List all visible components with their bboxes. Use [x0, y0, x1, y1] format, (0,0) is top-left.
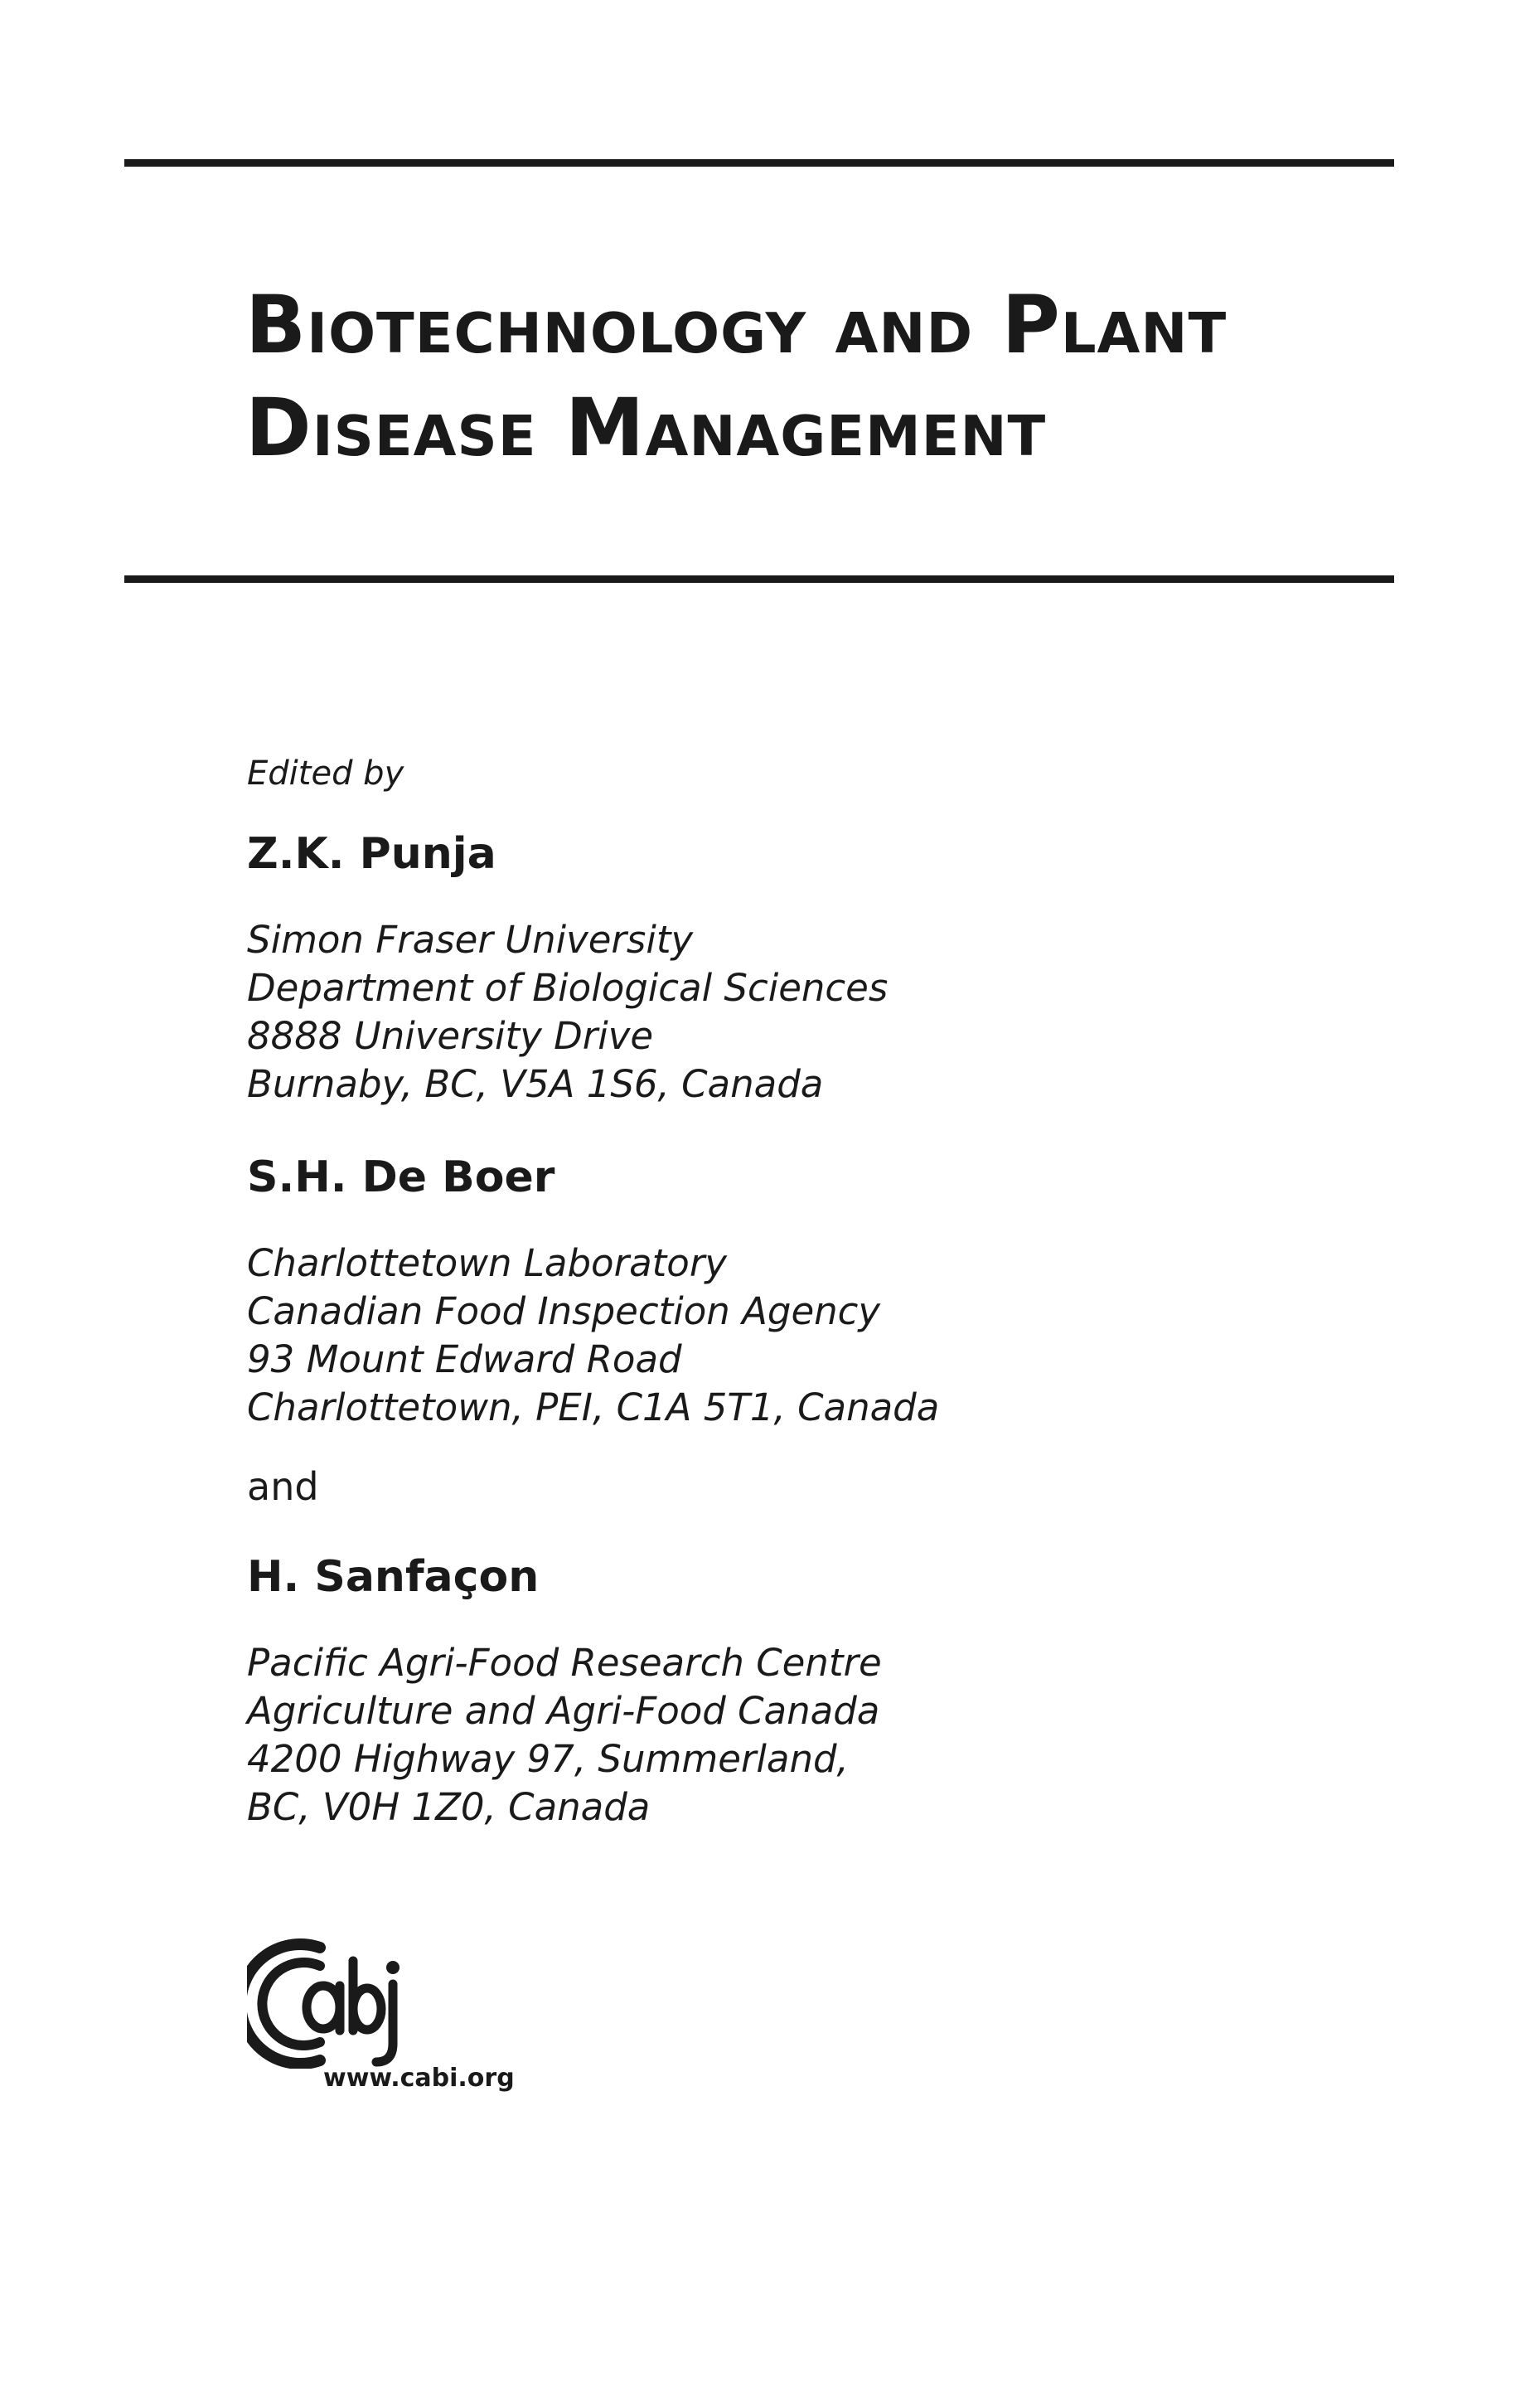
editor-name: Z.K. Punja [247, 829, 496, 879]
affiliation-line: Charlottetown, PEI, C1A 5T1, Canada [247, 1385, 940, 1429]
affiliation-line: Agriculture and Agri-Food Canada [247, 1689, 880, 1733]
edited-by-label: Edited by [247, 754, 404, 793]
affiliation-line: Charlottetown Laboratory [247, 1241, 727, 1285]
affiliation-line: 4200 Highway 97, Summerland, [247, 1737, 849, 1781]
title-line-2: Disease Management [245, 381, 1047, 474]
affiliation-line: Pacific Agri-Food Research Centre [247, 1641, 882, 1685]
affiliation-line: 8888 University Drive [247, 1014, 654, 1058]
editor-affiliation [247, 916, 1324, 1109]
conjunction-and: and [247, 1464, 319, 1509]
affiliation-line: 93 Mount Edward Road [247, 1337, 682, 1381]
editor-name: H. Sanfaçon [247, 1552, 540, 1602]
editor-affiliation [247, 1639, 1324, 1832]
affiliation-line: Simon Fraser University [247, 918, 694, 962]
affiliation-line: BC, V0H 1Z0, Canada [247, 1785, 651, 1829]
publisher-logo [247, 1936, 515, 2102]
affiliation-line: Department of Biological Sciences [247, 966, 889, 1010]
publisher-url[interactable]: www.cabi.org [323, 2064, 515, 2093]
editor-block [247, 825, 1324, 1109]
editor-affiliation [247, 1240, 1324, 1432]
book-title [245, 274, 1406, 479]
editor-block [247, 1148, 1324, 1432]
top-rule [124, 159, 1394, 167]
editor-name: S.H. De Boer [247, 1152, 555, 1202]
editors-section [247, 750, 1324, 1871]
bottom-rule [124, 575, 1394, 583]
affiliation-line: Canadian Food Inspection Agency [247, 1289, 881, 1333]
cabi-logo-icon [247, 1936, 413, 2069]
affiliation-line: Burnaby, BC, V5A 1S6, Canada [247, 1062, 824, 1106]
title-line-1: Biotechnology and Plant [245, 279, 1228, 371]
editor-block [247, 1548, 1324, 1832]
